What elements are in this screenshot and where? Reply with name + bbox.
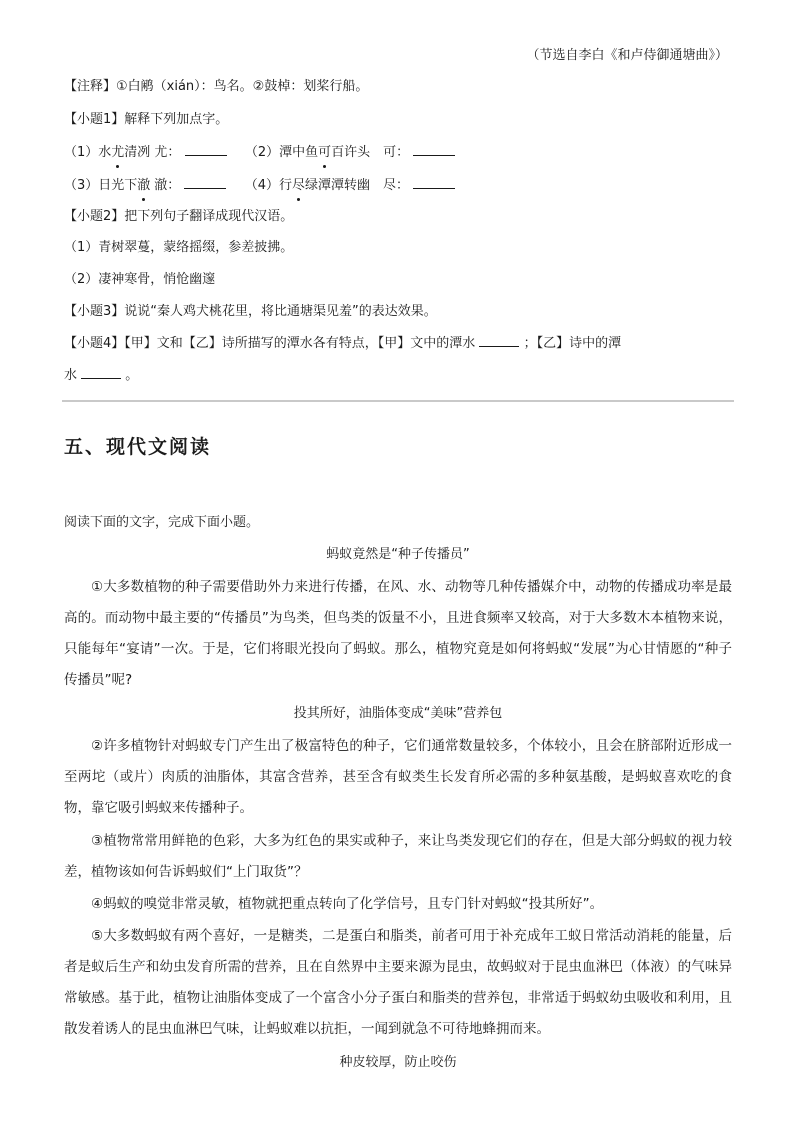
- item-4-suffix: 绿潭潭转幽 尽：: [305, 178, 410, 193]
- paragraph-5: ⑤大多数蚂蚁有两个喜好，一是糖类，二是蛋白和脂类，前者可用于补充成年工蚁日常活动消耗的能量，后者是蚁后生产和幼虫发育所需的营养，且在自然界中主要来源为昆虫，故蚂蚁对于昆虫血淋巴（体液）的气味异常敏感。基于此，植物让油脂体变成了一个富含小分子蛋白和脂类的营养包，非常适于蚂蚁幼虫吸收和利用，且散发着诱人的昆虫血淋巴气味，让蚂蚁难以抗拒，一闻到就急不可待地蜂拥而来。: [64, 928, 732, 1037]
- subheading-1: 投其所好，油脂体变成“美味”营养包: [293, 706, 503, 721]
- paragraph-3: ③植物常常用鲜艳的色彩，大多为红色的果实或种子，来让鸟类发现它们的存在，但是大部分蚂蚁的视力较差，植物该如何告诉蚂蚁们“上门取货”？: [64, 833, 732, 880]
- item-3-suffix: 澈：: [154, 178, 181, 193]
- section-heading: 五、现代文阅读: [64, 436, 212, 458]
- dotted-char: 尤: [111, 143, 124, 163]
- question-4-text: 【小题4】【甲】文和【乙】诗所描写的潭水各有特点，【甲】文中的潭水: [64, 336, 476, 351]
- subheading-2: 种皮较厚，防止咬伤: [339, 1055, 457, 1070]
- item-2-prefix: （2）潭中鱼: [244, 145, 319, 160]
- question-2-sentence-2: （2）凄神寒骨，悄怆幽邃: [64, 272, 216, 287]
- question-4-text: 。: [125, 368, 139, 383]
- dotted-char: 尽: [292, 176, 305, 196]
- dotted-char: 可: [318, 143, 331, 163]
- answer-blank[interactable]: [413, 176, 455, 189]
- poem-source: （节选自李白《和卢侍御通塘曲》）: [526, 48, 728, 63]
- question-4-line-1: [64, 334, 621, 354]
- answer-blank[interactable]: [479, 334, 519, 347]
- question-4-text: ；【乙】诗中的潭: [523, 336, 622, 351]
- article-title: 蚂蚁竟然是“种子传播员”: [326, 547, 470, 562]
- answer-blank[interactable]: [413, 143, 455, 156]
- answer-blank[interactable]: [185, 143, 227, 156]
- item-4-prefix: （4）行: [244, 178, 293, 193]
- question-3-title: 【小题3】说说“秦人鸡犬桃花里，将比通塘渠见羞”的表达效果。: [64, 304, 437, 319]
- answer-blank[interactable]: [184, 176, 226, 189]
- answer-blank[interactable]: [81, 366, 121, 379]
- question-4-line-2: [64, 366, 138, 386]
- question-1-row-1: [64, 143, 455, 163]
- dotted-char: 澈: [137, 176, 150, 196]
- paragraph-1: ①大多数植物的种子需要借助外力来进行传播，在风、水、动物等几种传播媒介中，动物的传播成功率是最高的。而动物中最主要的“传播员”为鸟类，但鸟类的饭量不小，且进食频率又较高，对于大多数木本植物来说，只能每年“宴请”一次。于是，它们将眼光投向了蚂蚁。那么，植物究竟是如何将蚂蚁“发展”为心甘情愿的“种子传播员”呢?: [64, 579, 732, 688]
- paragraph-2: ②许多植物针对蚂蚁专门产生出了极富特色的种子，它们通常数量较多，个体较小，且会在脐部附近形成一至两坨（或片）肉质的油脂体，其富含营养，甚至含有蚁类生长发育所必需的多种氨基酸，是蚂蚁喜欢吃的食物，靠它吸引蚂蚁来传播种子。: [64, 738, 732, 816]
- question-1-title: 【小题1】解释下列加点字。: [64, 112, 229, 127]
- section-divider: [62, 400, 734, 402]
- question-2-sentence-1: （1）青树翠蔓，蒙络摇缀，参差披拂。: [64, 240, 294, 255]
- item-1-prefix: （1）水: [64, 145, 112, 160]
- item-1-suffix: 清冽 尤：: [124, 145, 181, 160]
- paragraph-4: ④蚂蚁的嗅觉非常灵敏，植物就把重点转向了化学信号，且专门针对蚂蚁“投其所好”。: [91, 896, 604, 912]
- reading-instruction: 阅读下面的文字，完成下面小题。: [64, 515, 260, 530]
- question-4-text: 水: [64, 368, 78, 383]
- question-2-title: 【小题2】把下列句子翻译成现代汉语。: [64, 209, 294, 224]
- question-1-row-2: [64, 176, 455, 196]
- annotation-note: 【注释】①白鹇（xián）：鸟名。②鼓棹：划桨行船。: [64, 79, 369, 94]
- item-2-suffix: 百许头 可：: [331, 145, 410, 160]
- item-3-prefix: （3）日光下: [64, 178, 138, 193]
